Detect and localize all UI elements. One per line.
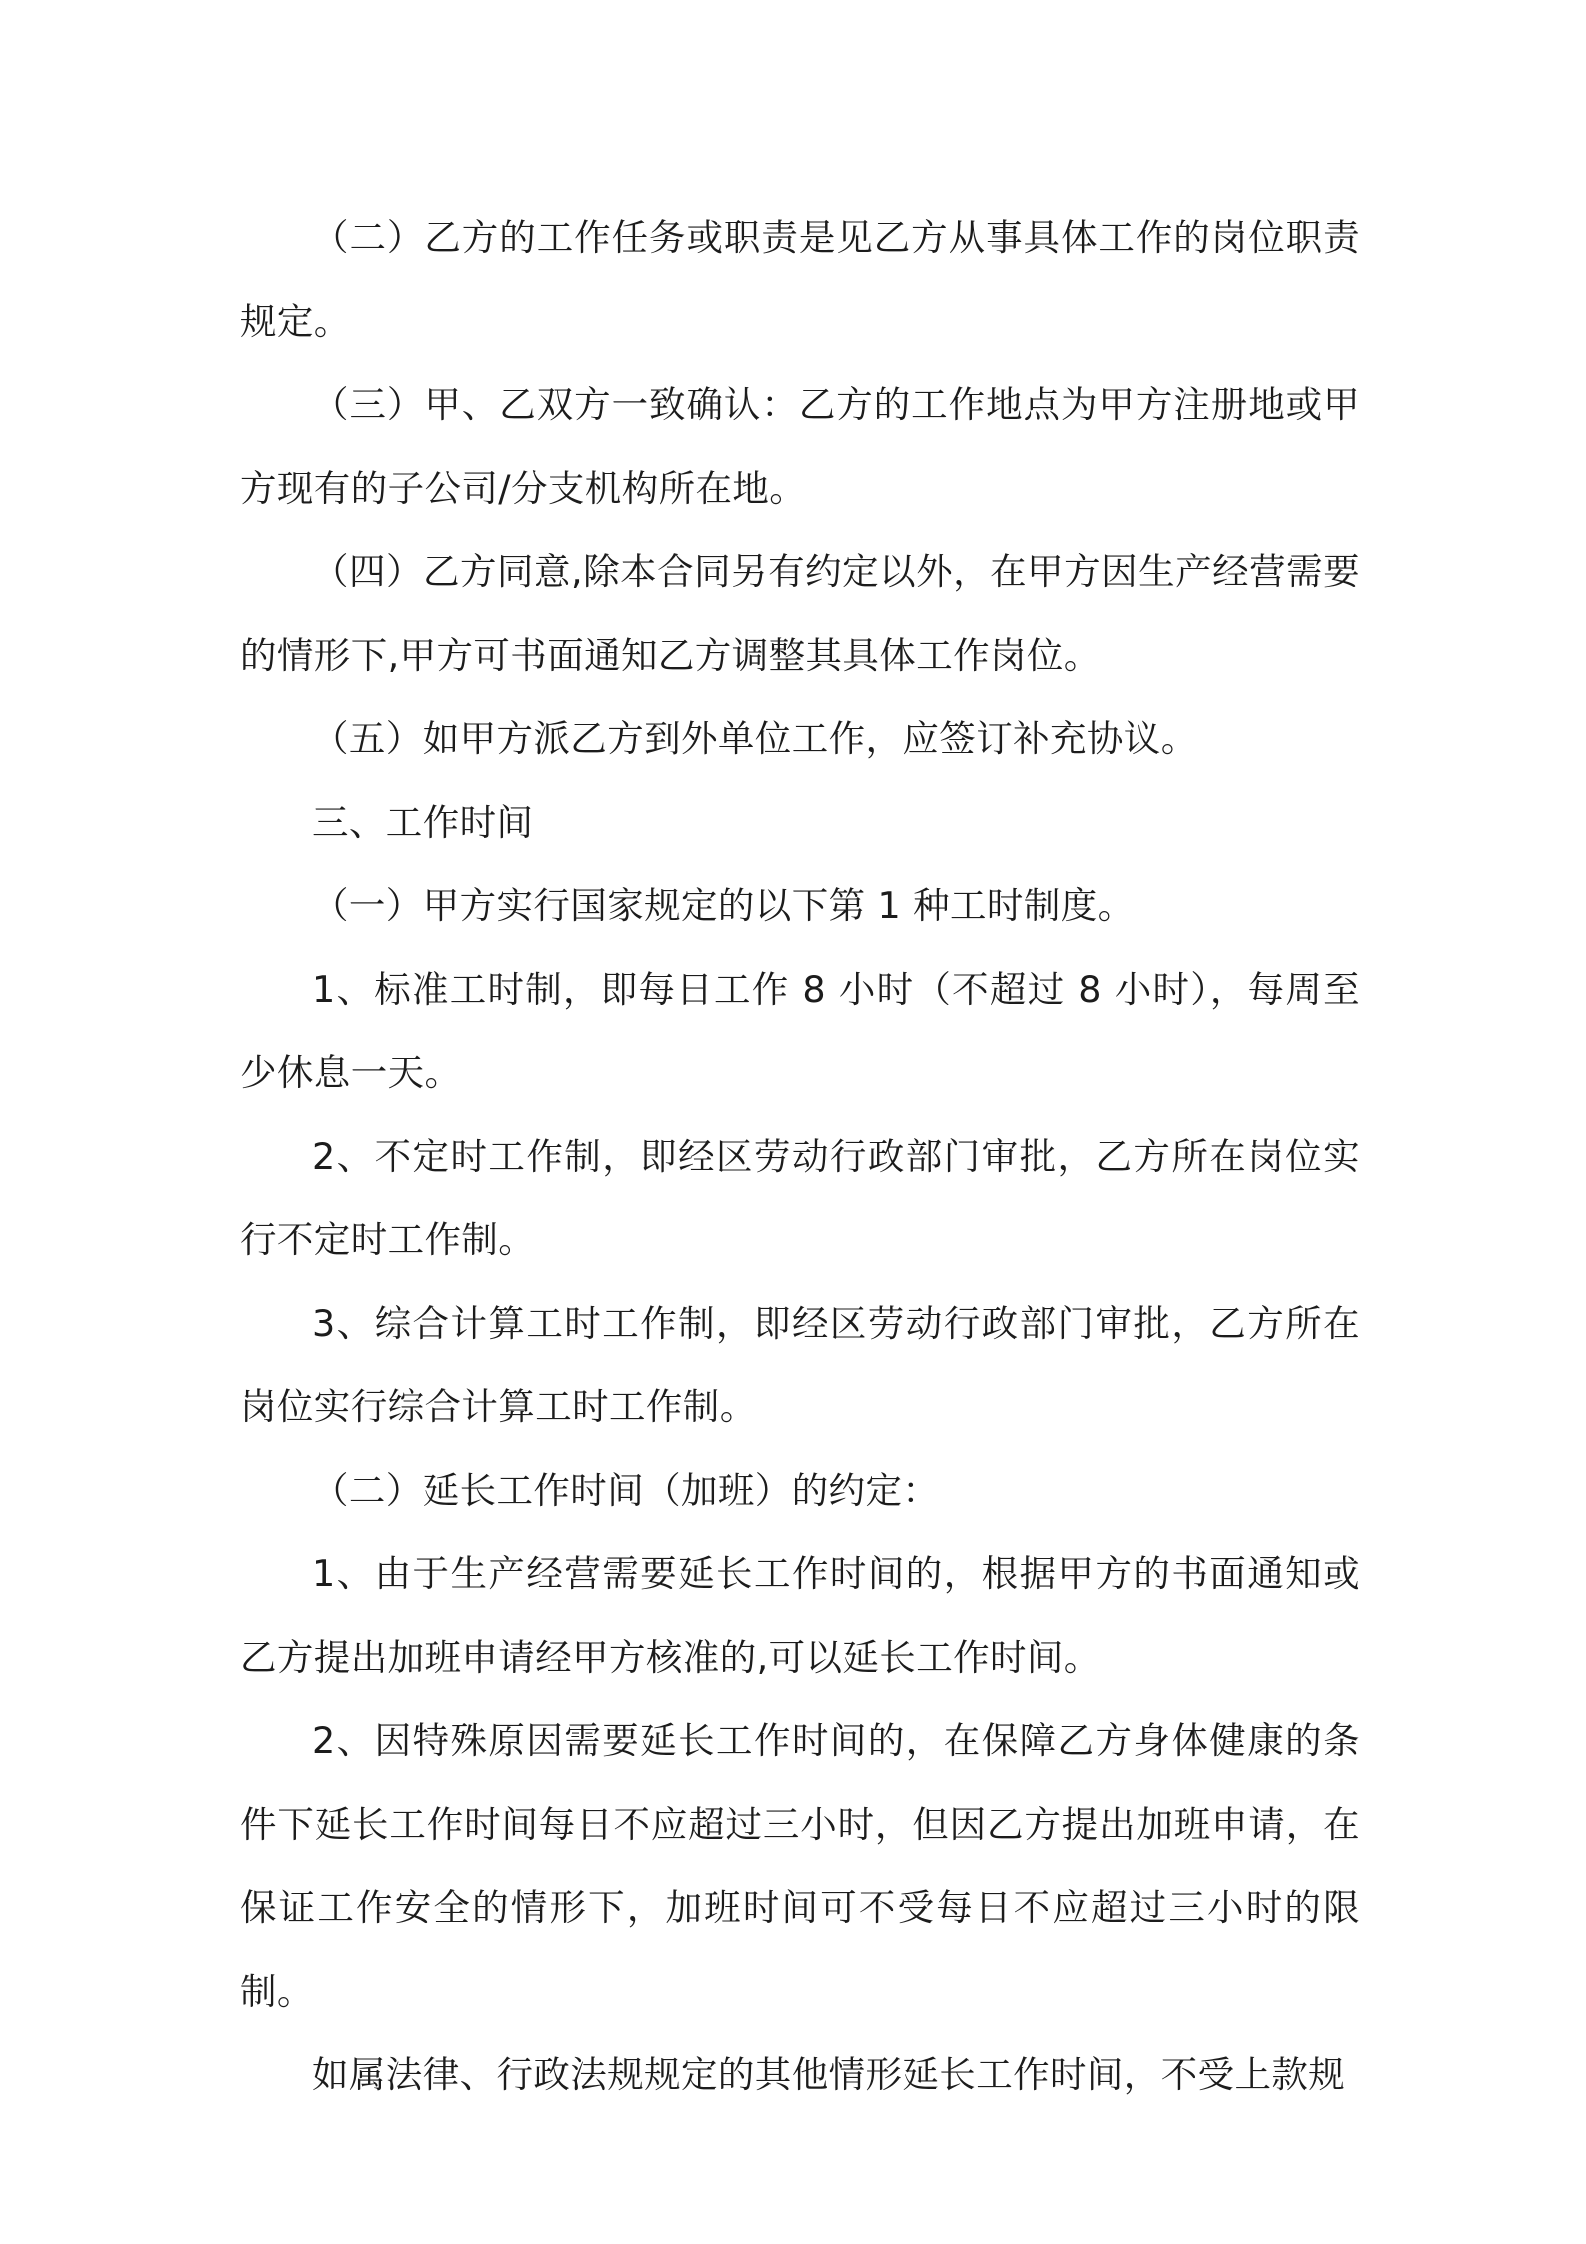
paragraph-comprehensive-hours: 3、综合计算工时工作制，即经区劳动行政部门审批，乙方所在岗位实行综合计算工时工作制。 <box>240 1301 1360 1428</box>
paragraph-working-hours-system: （一）甲方实行国家规定的以下第 1 种工时制度。 <box>312 884 1135 927</box>
paragraph-position-adjustment: （四）乙方同意,除本合同另有约定以外，在甲方因生产经营需要的情形下,甲方可书面通知乙方调整其具体工作岗位。 <box>240 550 1360 677</box>
document-body <box>240 196 1360 2117</box>
paragraph-external-assignment: （五）如甲方派乙方到外单位工作，应签订补充协议。 <box>312 717 1198 760</box>
paragraph-job-duties: （二）乙方的工作任务或职责是见乙方从事具体工作的岗位职责规定。 <box>240 216 1360 343</box>
paragraph-flexible-hours: 2、不定时工作制，即经区劳动行政部门审批，乙方所在岗位实行不定时工作制。 <box>240 1134 1360 1261</box>
section-heading-working-hours: 三、工作时间 <box>312 800 534 844</box>
paragraph-overtime-heading: （二）延长工作时间（加班）的约定： <box>312 1468 940 1512</box>
paragraph-overtime-rule-1: 1、由于生产经营需要延长工作时间的，根据甲方的书面通知或乙方提出加班申请经甲方核准的,可以延长工作时间。 <box>240 1552 1360 1679</box>
paragraph-overtime-rule-2: 2、因特殊原因需要延长工作时间的，在保障乙方身体健康的条件下延长工作时间每日不应超过三小时，但因乙方提出加班申请，在保证工作安全的情形下，加班时间可不受每日不应超过三小时的限制。 <box>240 1719 1360 2013</box>
paragraph-legal-exceptions: 如属法律、行政法规规定的其他情形延长工作时间，不受上款规 <box>312 2053 1346 2096</box>
paragraph-work-location: （三）甲、乙双方一致确认：乙方的工作地点为甲方注册地或甲方现有的子公司/分支机构所在地。 <box>240 383 1360 510</box>
paragraph-standard-hours: 1、标准工时制，即每日工作 8 小时（不超过 8 小时），每周至少休息一天。 <box>240 967 1360 1094</box>
